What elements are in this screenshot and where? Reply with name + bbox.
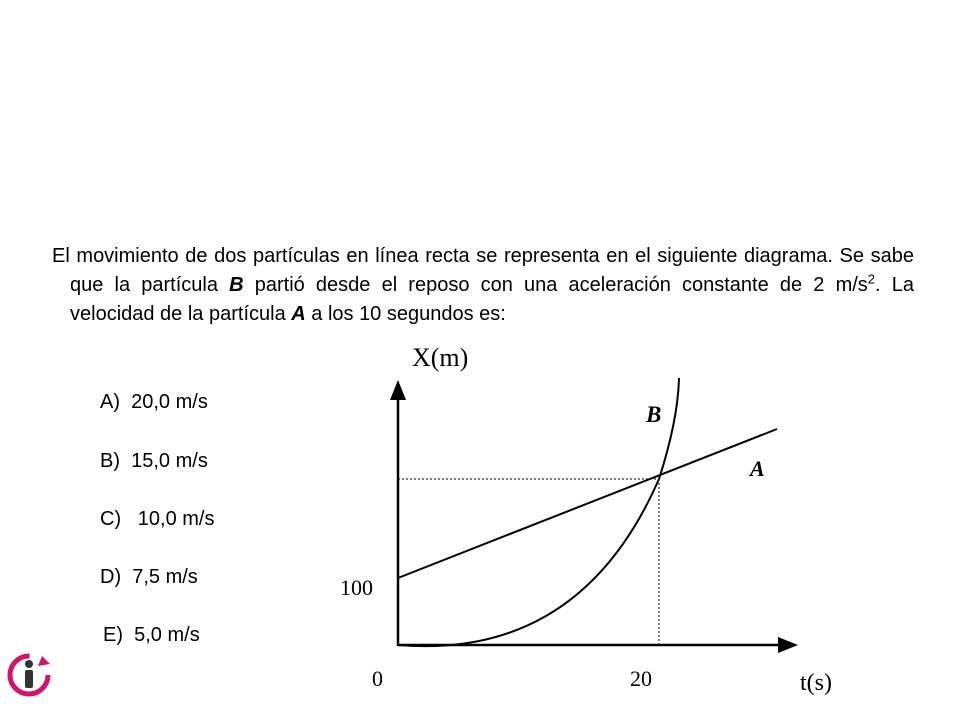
info-logo-icon[interactable] [6,652,52,698]
y-tick-100: 100 [340,575,373,600]
line-a [398,429,777,578]
particle-a-name: A [291,303,306,325]
y-axis-label: X(m) [412,343,469,372]
option-b[interactable]: B) 15,0 m/s [100,450,208,472]
question-text [52,242,914,329]
origin-label: 0 [372,666,383,691]
curve-b [398,378,679,646]
question-part-3: . La velocidad de la partícula [70,274,914,325]
curve-b-label: B [646,402,662,427]
option-e[interactable]: E) 5,0 m/s [103,624,200,646]
x-axis-arrow [778,637,798,653]
y-axis-arrow [390,380,406,400]
x-tick-20: 20 [630,666,652,691]
exponent: 2 [867,271,876,287]
line-a-label: A [750,456,765,481]
option-d[interactable]: D) 7,5 m/s [100,566,198,588]
option-a[interactable]: A) 20,0 m/s [100,391,208,413]
particle-b-name: B [229,274,244,296]
x-axis-label: t(s) [800,670,832,696]
question-part-1: El movimiento de dos partículas en línea recta se representa en el siguiente diagrama. Se sabe que la partícula [52,245,914,296]
question-part-4: a los 10 segundos es: [305,303,506,325]
position-time-graph [330,330,850,710]
question-part-2: partió desde el reposo con una aceleración constante de 2 m/s [243,274,868,296]
option-c[interactable]: C) 10,0 m/s [100,508,215,530]
